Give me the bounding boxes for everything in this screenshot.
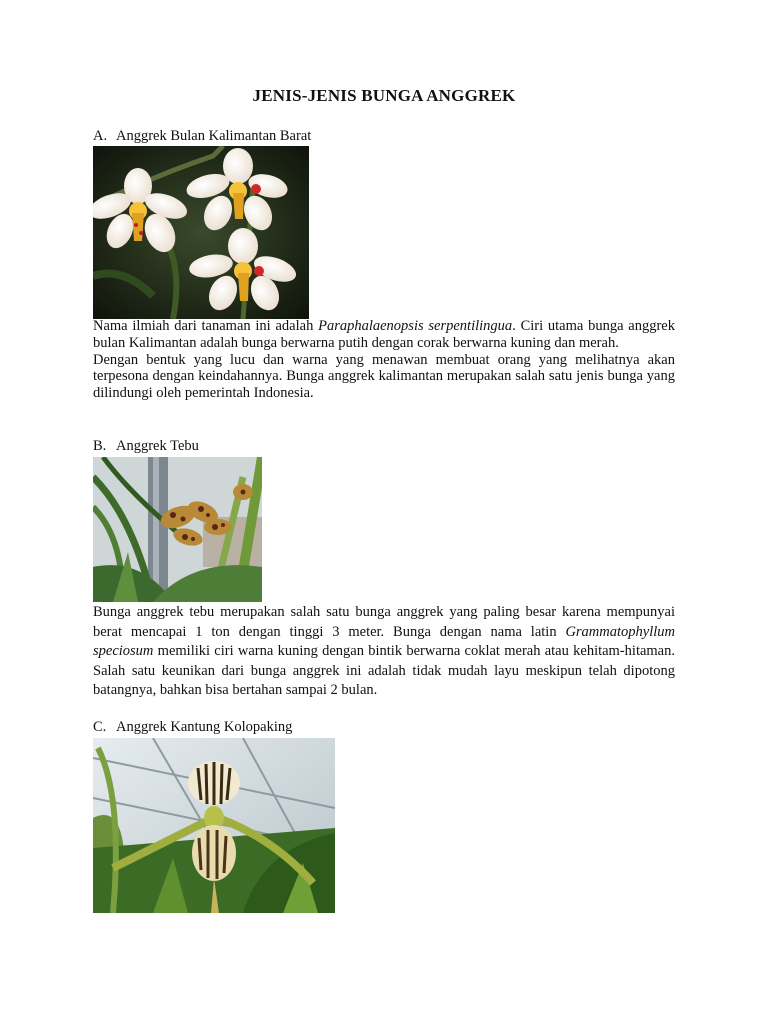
section-c-title: Anggrek Kantung Kolopaking bbox=[116, 719, 293, 735]
section-b-paragraph-1: Bunga anggrek tebu merupakan salah satu bunga anggrek yang paling besar karena mempunyai berat mencapai 1 ton dengan tinggi 3 meter. Bunga dengan nama latin Grammatophyllum speciosum memiliki ciri warna kuning dengan bintik berwarna coklat merah atau kehitam-hitaman. Salah satu keunikan dari bunga anggrek ini adalah tidak mudah layu meskipun telah dipotong batangnya, bahkan bisa bertahan sampai 2 bulan. bbox=[93, 604, 675, 699]
page-title: JENIS-JENIS BUNGA ANGGREK bbox=[252, 86, 516, 105]
section-b-letter: B. bbox=[93, 438, 107, 454]
latin-name: Paraphalaenopsis serpentilingua bbox=[318, 318, 513, 334]
photo-anggrek-kantung bbox=[93, 738, 335, 913]
section-b-heading bbox=[93, 438, 199, 455]
photo-anggrek-tebu bbox=[93, 457, 262, 602]
latin-name: Grammatophyllum speciosum bbox=[93, 623, 675, 660]
section-b-title: Anggrek Tebu bbox=[116, 438, 199, 454]
section-c-letter: C. bbox=[93, 719, 107, 735]
section-a-body bbox=[93, 318, 675, 402]
section-c-heading bbox=[93, 719, 292, 736]
section-a-paragraph-1: Nama ilmiah dari tanaman ini adalah Paraphalaenopsis serpentilingua. Ciri utama bunga anggrek bulan Kalimantan adalah bunga berwarna putih dengan corak berwarna kuning dan merah. bbox=[93, 318, 675, 351]
section-b-body bbox=[93, 603, 675, 701]
section-a-paragraph-2: Dengan bentuk yang lucu dan warna yang menawan membuat orang yang melihatnya akan terpesona dengan keindahannya. Bunga anggrek kalimantan merupakan salah satu jenis bunga yang dilindungi oleh pemerintah Indonesia. bbox=[93, 351, 675, 402]
section-a-title: Anggrek Bulan Kalimantan Barat bbox=[116, 128, 312, 144]
photo-anggrek-bulan bbox=[93, 146, 309, 319]
section-a-letter: A. bbox=[93, 128, 108, 144]
section-a-heading bbox=[93, 128, 311, 145]
